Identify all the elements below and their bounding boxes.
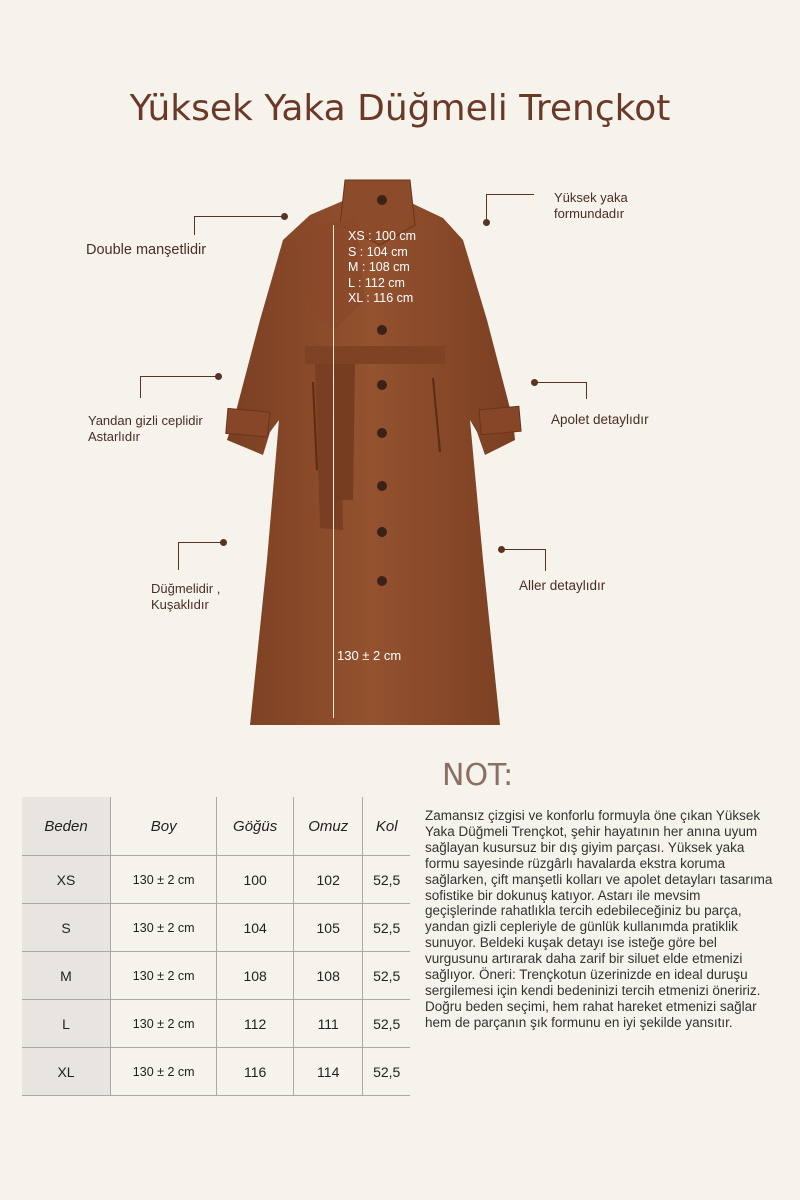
pocket-line-1: Yandan gizli ceplidir — [88, 413, 203, 428]
cell-boy: 130 ± 2 cm — [111, 952, 217, 1000]
page-title: Yüksek Yaka Düğmeli Trençkot — [129, 88, 671, 129]
measurement-xl: XL : 116 cm — [348, 291, 414, 305]
measurement-xs: XS : 100 cm — [348, 229, 417, 243]
cell-boy: 130 ± 2 cm — [111, 856, 217, 904]
collar-line-1: Yüksek yaka — [554, 190, 628, 205]
measurement-list — [348, 229, 416, 307]
callout-epaulette: Apolet detaylıdır — [551, 412, 649, 427]
cell-gogus: 108 — [217, 952, 294, 1000]
callout-collar — [554, 190, 628, 222]
cuff-callout-dot — [281, 213, 288, 220]
epaulette-callout-line — [586, 382, 587, 399]
button-line-1: Düğmelidir , — [151, 581, 221, 596]
cell-boy: 130 ± 2 cm — [111, 904, 217, 952]
length-label: 130 ± 2 cm — [337, 648, 402, 663]
header-gogus: Göğüs — [217, 797, 294, 856]
cell-size: XS — [22, 856, 111, 904]
size-table — [22, 797, 410, 1096]
button-line-2: Kuşaklıdır — [151, 597, 209, 612]
table-row — [22, 952, 410, 1000]
note-text: Zamansız çizgisi ve konforlu formuyla öne çıkan Yüksek Yaka Düğmeli Trençkot, şehir hayatının her anına uyum sağlayan kusursuz bir dış giyim parçası. Yüksek yaka formu sayesinde rüzgârlı havalarda ekstra koruma sağlarken, çift manşetli kolları ve apolet detayları tasarıma sofistike bir dokunuş katıyor. Astarı ile mevsim geçişlerinde rahatlıkla tercih edebileceğiniz bu parça, yandan gizli cepleriyle de günlük kullanımda pratiklik sunuyor. Beldeki kuşak detayı ise isteğe göre bel vurgusunu artırarak daha zarif bir siluet elde etmenizi sağlıyor. Öneri: Trençkotun üzerinizde en ideal duruşu sergilemesi için kendi bedeninizi tercih etmenizi öneririz. Doğru beden seçimi, hem rahat hareket etmenizi sağlar hem de parçanın şık formunu en iyi şekilde yansıtır. — [425, 808, 773, 1030]
epaulette-callout-line-h — [535, 382, 587, 383]
measurement-l: L : 112 cm — [348, 275, 405, 290]
header-omuz: Omuz — [293, 797, 363, 856]
cell-omuz: 111 — [293, 1000, 363, 1048]
cell-boy: 130 ± 2 cm — [111, 1048, 217, 1096]
pocket-line-2: Astarlıdır — [88, 429, 141, 444]
cell-gogus: 104 — [217, 904, 294, 952]
header-kol: Kol — [363, 797, 410, 856]
cuff-callout-line — [194, 216, 195, 235]
measurement-m: M : 108 cm — [348, 260, 410, 274]
cell-kol: 52,5 — [363, 952, 410, 1000]
callout-pocket — [88, 413, 203, 445]
header-boy: Boy — [111, 797, 217, 856]
cell-omuz: 114 — [293, 1048, 363, 1096]
callout-buttons — [151, 581, 220, 613]
cell-omuz: 105 — [293, 904, 363, 952]
table-row — [22, 1048, 410, 1096]
button-callout-dot — [220, 539, 227, 546]
note-title: NOT: — [442, 758, 514, 793]
length-line — [333, 225, 334, 718]
table-row — [22, 856, 410, 904]
cell-omuz: 108 — [293, 952, 363, 1000]
button-callout-line — [178, 542, 179, 570]
cell-omuz: 102 — [293, 856, 363, 904]
hem-callout-line — [545, 549, 546, 571]
cell-size: XL — [22, 1048, 111, 1096]
collar-line-2: formundadır — [554, 206, 625, 221]
collar-callout-line-h — [486, 194, 534, 195]
cuff-callout-line-h — [194, 216, 282, 217]
callout-hem: Aller detaylıdır — [519, 578, 606, 593]
collar-callout-dot — [483, 219, 490, 226]
table-row — [22, 904, 410, 952]
cell-size: M — [22, 952, 111, 1000]
measurement-s: S : 104 cm — [348, 244, 408, 259]
header-beden: Beden — [22, 797, 111, 856]
pocket-callout-line-h — [140, 376, 218, 377]
button-callout-line-h — [178, 542, 222, 543]
cell-kol: 52,5 — [363, 1000, 410, 1048]
cell-size: L — [22, 1000, 111, 1048]
table-header-row — [22, 797, 410, 856]
hem-callout-line-h — [502, 549, 546, 550]
cell-gogus: 100 — [217, 856, 294, 904]
collar-callout-line — [486, 194, 487, 220]
cell-kol: 52,5 — [363, 856, 410, 904]
cell-gogus: 116 — [217, 1048, 294, 1096]
cell-boy: 130 ± 2 cm — [111, 1000, 217, 1048]
cell-kol: 52,5 — [363, 904, 410, 952]
table-row — [22, 1000, 410, 1048]
cell-kol: 52,5 — [363, 1048, 410, 1096]
cell-gogus: 112 — [217, 1000, 294, 1048]
pocket-callout-dot — [215, 373, 222, 380]
pocket-callout-line — [140, 376, 141, 398]
cell-size: S — [22, 904, 111, 952]
callout-cuff: Double manşetlidir — [86, 242, 207, 258]
